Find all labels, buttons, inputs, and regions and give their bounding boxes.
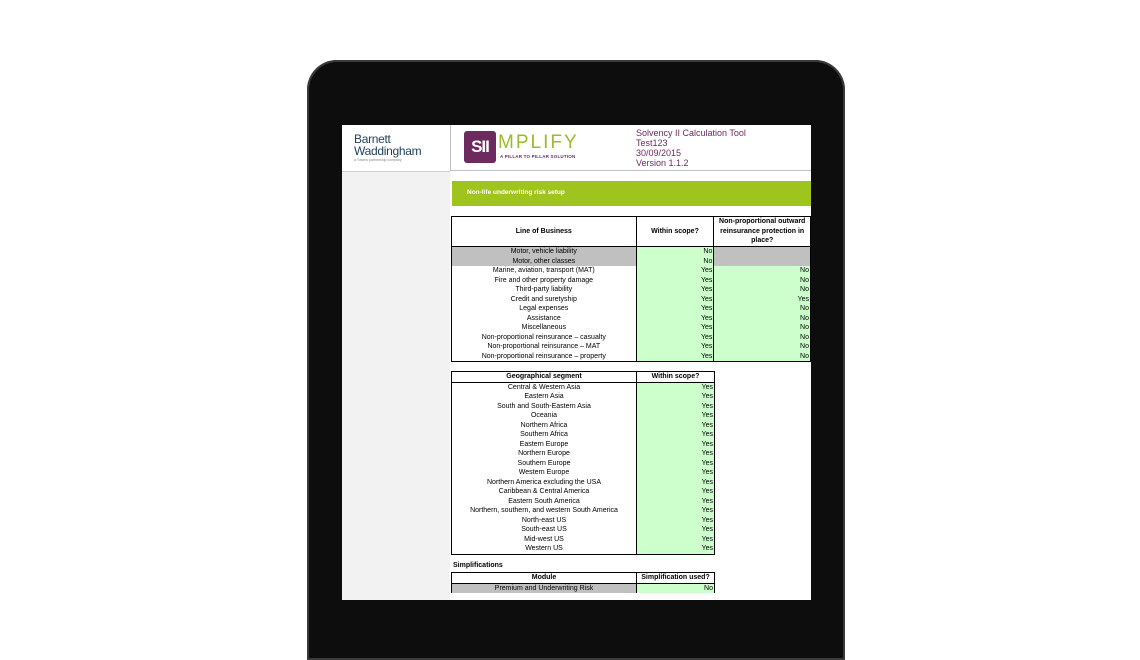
table-row xyxy=(452,304,811,314)
within-scope-cell[interactable]: Yes xyxy=(637,506,715,516)
table-row xyxy=(452,440,715,450)
table-row xyxy=(452,459,715,469)
within-scope-cell[interactable]: Yes xyxy=(637,392,715,402)
table-row xyxy=(452,487,715,497)
geographical-segment-name: South-east US xyxy=(452,525,637,535)
brand-line1: Barnett xyxy=(354,132,391,146)
table-row xyxy=(452,506,715,516)
geographical-segment-name: Southern Europe xyxy=(452,459,637,469)
header-rule xyxy=(450,170,811,171)
table-row xyxy=(452,314,811,324)
banner-underline xyxy=(452,205,811,206)
table-row xyxy=(452,295,811,305)
col-header-within-scope: Within scope? xyxy=(637,372,715,383)
geographical-segment-name: North-east US xyxy=(452,516,637,526)
module-name: Premium and Underwriting Risk xyxy=(452,583,637,593)
within-scope-cell[interactable]: Yes xyxy=(637,478,715,488)
geographical-segment-name: Oceania xyxy=(452,411,637,421)
np-protection-cell[interactable]: No xyxy=(714,304,811,314)
line-of-business-name: Assistance xyxy=(452,314,637,324)
within-scope-cell[interactable]: Yes xyxy=(637,411,715,421)
line-of-business-name: Legal expenses xyxy=(452,304,637,314)
geographical-segment-name: Caribbean & Central America xyxy=(452,487,637,497)
line-of-business-name: Marine, aviation, transport (MAT) xyxy=(452,266,637,276)
tool-name: Solvency II Calculation Tool xyxy=(636,128,746,138)
table-row xyxy=(452,497,715,507)
within-scope-cell[interactable]: Yes xyxy=(636,266,714,276)
within-scope-cell[interactable]: Yes xyxy=(637,421,715,431)
within-scope-cell[interactable]: Yes xyxy=(636,304,714,314)
table-row xyxy=(452,342,811,352)
col-header-within-scope: Within scope? xyxy=(636,217,714,247)
col-header-line-of-business: Line of Business xyxy=(452,217,637,247)
within-scope-cell[interactable]: Yes xyxy=(637,449,715,459)
within-scope-cell[interactable]: Yes xyxy=(637,535,715,545)
table-row xyxy=(452,276,811,286)
table-row xyxy=(452,525,715,535)
simplification-used-cell[interactable]: No xyxy=(637,583,715,593)
table-row xyxy=(452,352,811,362)
table-row xyxy=(452,402,715,412)
within-scope-cell[interactable]: Yes xyxy=(636,276,714,286)
geographical-segment-name: Western Europe xyxy=(452,468,637,478)
np-protection-cell[interactable]: No xyxy=(714,342,811,352)
within-scope-cell[interactable]: Yes xyxy=(637,516,715,526)
table-row xyxy=(452,516,715,526)
np-protection-cell[interactable]: No xyxy=(714,314,811,324)
tool-info xyxy=(636,128,746,168)
entity-name: Test123 xyxy=(636,138,668,148)
table-row xyxy=(452,257,811,267)
np-protection-cell[interactable]: No xyxy=(714,323,811,333)
product-name: MPLIFY xyxy=(498,132,579,153)
np-protection-cell[interactable]: No xyxy=(714,333,811,343)
within-scope-cell[interactable]: Yes xyxy=(637,402,715,412)
geographical-segment-name: Eastern Europe xyxy=(452,440,637,450)
np-protection-cell xyxy=(714,257,811,267)
within-scope-cell[interactable]: Yes xyxy=(636,352,714,362)
geographical-segment-name: Eastern South America xyxy=(452,497,637,507)
np-protection-cell xyxy=(714,247,811,257)
np-protection-cell[interactable]: No xyxy=(714,266,811,276)
simplifications-table xyxy=(451,572,715,593)
geographical-segment-name: Northern Africa xyxy=(452,421,637,431)
within-scope-cell[interactable]: Yes xyxy=(637,430,715,440)
table-header-row xyxy=(452,372,715,383)
line-of-business-name: Credit and suretyship xyxy=(452,295,637,305)
geographical-segment-name: Northern, southern, and western South America xyxy=(452,506,637,516)
table-row xyxy=(452,266,811,276)
table-row xyxy=(452,247,811,257)
table-row xyxy=(452,382,715,392)
within-scope-cell[interactable]: Yes xyxy=(637,487,715,497)
line-of-business-name: Motor, vehicle liability xyxy=(452,247,637,257)
within-scope-cell[interactable]: Yes xyxy=(636,295,714,305)
within-scope-cell[interactable]: Yes xyxy=(637,440,715,450)
geographical-segment-name: Eastern Asia xyxy=(452,392,637,402)
table-row xyxy=(452,323,811,333)
table-row xyxy=(452,468,715,478)
within-scope-cell[interactable]: Yes xyxy=(636,323,714,333)
line-of-business-name: Miscellaneous xyxy=(452,323,637,333)
table-row xyxy=(452,421,715,431)
within-scope-cell[interactable]: Yes xyxy=(637,468,715,478)
brand-line2: Waddingham xyxy=(354,144,422,158)
line-of-business-name: Non-proportional reinsurance – casualty xyxy=(452,333,637,343)
geographical-segment-name: Northern Europe xyxy=(452,449,637,459)
within-scope-cell[interactable]: No xyxy=(636,247,714,257)
table-row xyxy=(452,392,715,402)
section-banner: Non-life underwriting risk setup xyxy=(452,181,811,205)
lines-of-business-table xyxy=(451,216,811,362)
table-row xyxy=(452,478,715,488)
geographical-segment-name: South and South-Eastern Asia xyxy=(452,402,637,412)
line-of-business-name: Motor, other classes xyxy=(452,257,637,267)
table-row xyxy=(452,411,715,421)
line-of-business-name: Fire and other property damage xyxy=(452,276,637,286)
within-scope-cell[interactable]: Yes xyxy=(636,333,714,343)
spreadsheet-screen xyxy=(342,125,811,600)
np-protection-cell[interactable]: Yes xyxy=(714,295,811,305)
within-scope-cell[interactable]: Yes xyxy=(637,382,715,392)
within-scope-cell[interactable]: Yes xyxy=(637,544,715,554)
version-label: Version 1.1.2 xyxy=(636,158,689,168)
simplify-logo xyxy=(464,131,614,165)
table-row xyxy=(452,449,715,459)
brand-tag: a Towers partnership company xyxy=(354,158,402,162)
line-of-business-name: Non-proportional reinsurance – property xyxy=(452,352,637,362)
barnett-waddingham-logo xyxy=(354,133,444,162)
within-scope-cell[interactable]: No xyxy=(636,257,714,267)
col-header-geographical-segment: Geographical segment xyxy=(452,372,637,383)
table-row xyxy=(452,430,715,440)
col-header-simplification-used: Simplification used? xyxy=(637,573,715,584)
table-header-row xyxy=(452,217,811,247)
geographical-segment-table xyxy=(451,371,715,555)
sii-badge: SII xyxy=(464,131,496,163)
geographical-segment-name: Central & Western Asia xyxy=(452,382,637,392)
product-tagline: A PILLAR TO PILLAR SOLUTION xyxy=(500,154,576,159)
within-scope-cell[interactable]: Yes xyxy=(637,525,715,535)
np-protection-cell[interactable]: No xyxy=(714,352,811,362)
geographical-segment-name: Southern Africa xyxy=(452,430,637,440)
np-protection-cell[interactable]: No xyxy=(714,285,811,295)
header-divider xyxy=(450,125,451,171)
within-scope-cell[interactable]: Yes xyxy=(636,314,714,324)
table-row xyxy=(452,333,811,343)
geographical-segment-name: Northern America excluding the USA xyxy=(452,478,637,488)
line-of-business-name: Third-party liability xyxy=(452,285,637,295)
col-header-np-protection: Non-proportional outward reinsurance protection in place? xyxy=(714,217,811,247)
col-header-module: Module xyxy=(452,573,637,584)
geographical-segment-name: Western US xyxy=(452,544,637,554)
line-of-business-name: Non-proportional reinsurance – MAT xyxy=(452,342,637,352)
simplifications-title: Simplifications xyxy=(453,562,503,569)
within-scope-cell[interactable]: Yes xyxy=(637,459,715,469)
table-row xyxy=(452,583,715,593)
left-grey-column xyxy=(342,171,450,600)
np-protection-cell[interactable]: No xyxy=(714,276,811,286)
table-row xyxy=(452,285,811,295)
geographical-segment-name: Mid-west US xyxy=(452,535,637,545)
table-row xyxy=(452,535,715,545)
within-scope-cell[interactable]: Yes xyxy=(636,285,714,295)
within-scope-cell[interactable]: Yes xyxy=(636,342,714,352)
within-scope-cell[interactable]: Yes xyxy=(637,497,715,507)
table-row xyxy=(452,544,715,554)
valuation-date: 30/09/2015 xyxy=(636,148,682,158)
table-header-row xyxy=(452,573,715,584)
